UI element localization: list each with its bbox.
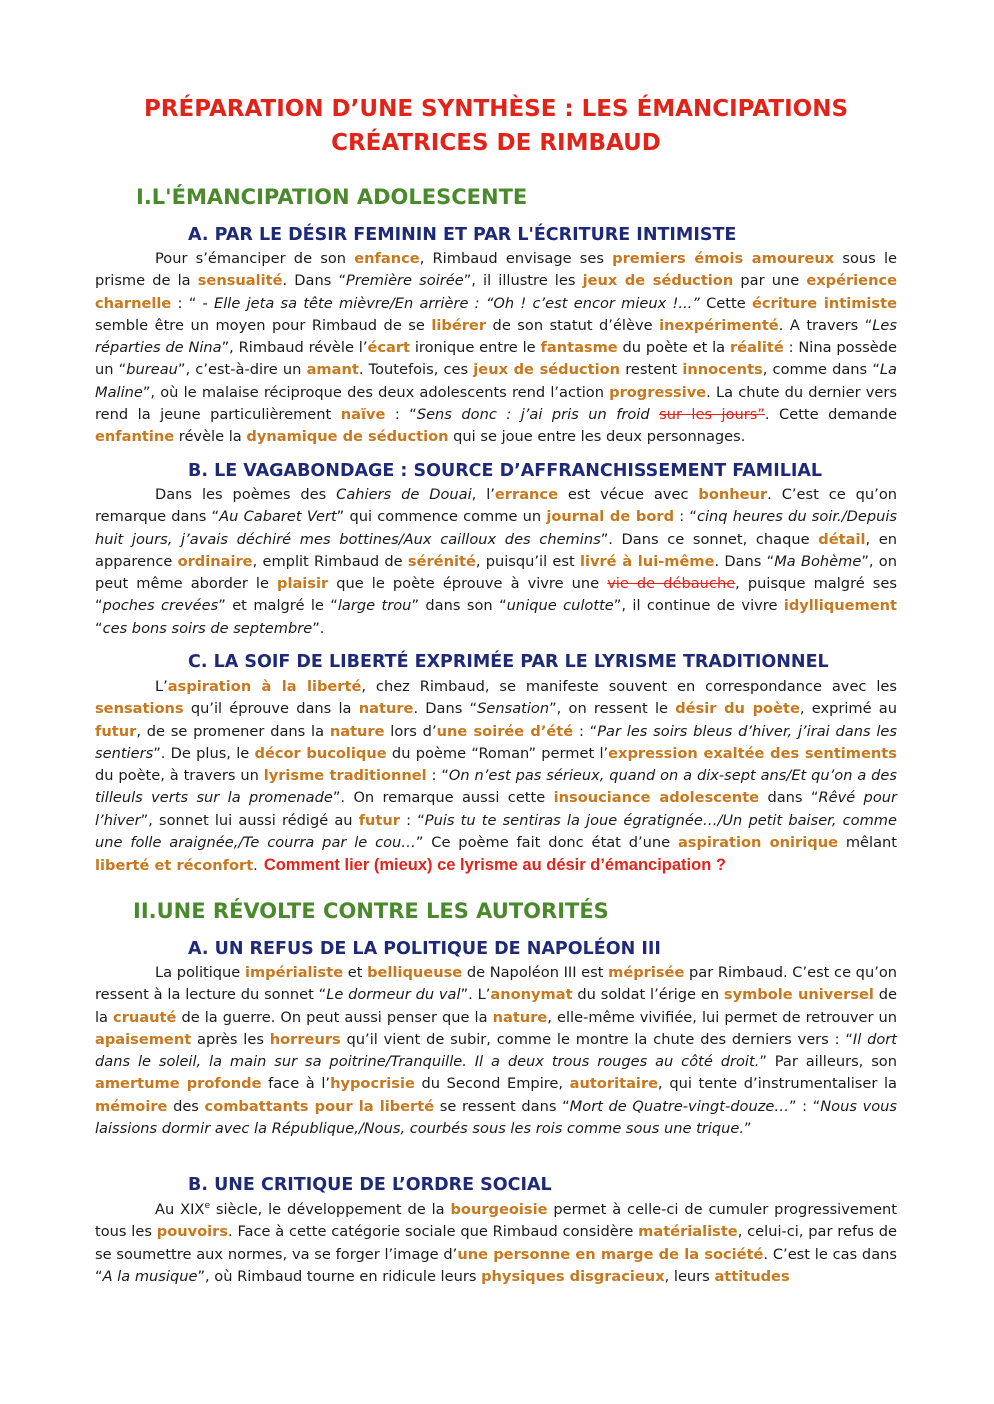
italic-quote: bureau xyxy=(126,361,178,379)
highlighted-keyword: sensualité xyxy=(197,272,283,290)
text-run: de la guerre. On peut aussi penser que la xyxy=(176,1008,493,1026)
text-run: , l’ xyxy=(471,486,495,503)
section-1c-paragraph xyxy=(95,676,897,878)
part-1-title: L'ÉMANCIPATION ADOLESCENTE xyxy=(151,185,528,209)
text-run: , celui-ci, par refus de se soumettre aux normes, va se forger l’image d’ xyxy=(95,1223,897,1263)
text-run: qui se joue entre les deux personnages. xyxy=(448,428,746,446)
section-1a-paragraph xyxy=(95,248,897,449)
text-run: . La chute du dernier vers rend la jeune particulièrement xyxy=(95,383,897,424)
text-run: lors d’ xyxy=(384,722,437,740)
text-run: et xyxy=(343,964,368,981)
text-run: ”, sonnet lui aussi rédigé au xyxy=(140,811,359,829)
text-run: : Nina possède un “ xyxy=(95,339,898,379)
text-run: dans “ xyxy=(759,789,819,807)
text-run: ”, on ressent le xyxy=(549,700,676,718)
text-run: ”, où Rimbaud tourne en ridicule leurs xyxy=(197,1267,482,1285)
text-run: , Rimbaud envisage ses xyxy=(419,250,613,267)
text-run: Dans les poèmes des xyxy=(155,486,337,503)
text-run: . Face à cette catégorie sociale que Rimbaud considère xyxy=(228,1223,639,1241)
italic-quote: La Maline xyxy=(95,361,897,401)
highlighted-keyword: impérialiste xyxy=(244,964,344,981)
highlighted-keyword: ordinaire xyxy=(177,552,253,570)
italic-quote: ces bons soirs de septembre xyxy=(102,619,313,637)
highlighted-keyword: hypocrisie xyxy=(330,1075,415,1093)
italic-quote: Ma Bohème xyxy=(774,552,862,570)
highlighted-keyword: détail xyxy=(818,530,866,548)
italic-quote: Les réparties de Nina xyxy=(95,316,897,357)
part-2-heading xyxy=(133,898,609,924)
italic-quote: large trou xyxy=(337,597,412,615)
text-run: : “ xyxy=(171,294,203,312)
highlighted-keyword: nature xyxy=(358,700,414,718)
highlighted-keyword: matérialiste xyxy=(638,1223,738,1241)
italic-quote: Le dormeur du val xyxy=(326,986,461,1004)
highlighted-keyword: naïve xyxy=(340,406,386,424)
text-run: se ressent dans “ xyxy=(434,1097,570,1115)
text-run: face à l’ xyxy=(261,1075,331,1093)
text-run: : “ xyxy=(674,508,697,526)
text-run: de Napoléon III est xyxy=(462,964,609,981)
text-run: ”. On remarque aussi cette xyxy=(332,789,554,807)
highlighted-keyword: futur xyxy=(95,722,137,740)
text-run: . Dans “ xyxy=(282,272,347,290)
text-run: , puisque malgré ses “ xyxy=(95,575,897,615)
text-run: ” Ce poème fait donc état d’une xyxy=(415,834,678,852)
text-run: du poète et la xyxy=(617,339,730,357)
text-run: ”, il illustre les xyxy=(463,272,583,290)
highlighted-keyword: errance xyxy=(494,486,558,503)
highlighted-keyword: dynamique de séduction xyxy=(246,428,449,446)
highlighted-keyword: jeux de séduction xyxy=(582,272,734,290)
section-2b-heading: B. UNE CRITIQUE DE L’ORDRE SOCIAL xyxy=(188,1175,552,1195)
struck-text: vie de débauche xyxy=(607,575,736,593)
highlighted-keyword: enfance xyxy=(354,250,420,267)
highlighted-keyword: horreurs xyxy=(269,1030,341,1048)
text-run: : “ xyxy=(573,722,598,740)
text-run: sous le prisme de la xyxy=(95,250,897,290)
text-run: , elle-même vivifiée, lui permet de retrouver un xyxy=(547,1008,897,1026)
text-run: , emplit Rimbaud de xyxy=(252,552,408,570)
highlighted-keyword: innocents xyxy=(682,361,763,379)
highlighted-keyword: amant xyxy=(306,361,359,379)
highlighted-keyword: jeux de séduction xyxy=(473,361,621,379)
highlighted-keyword: insouciance adolescente xyxy=(553,789,760,807)
text-run: ” dans son “ xyxy=(411,597,507,615)
highlighted-keyword: pouvoirs xyxy=(156,1223,229,1241)
title-line-2: CRÉATRICES DE RIMBAUD xyxy=(331,130,661,156)
text-run: du poète, à travers un xyxy=(95,767,264,785)
text-run: ”, où le malaise réciproque des deux adolescents rend l’action xyxy=(142,383,610,401)
highlighted-keyword: autoritaire xyxy=(569,1075,659,1093)
italic-quote: Première soirée xyxy=(346,272,464,290)
text-run: La politique xyxy=(155,964,245,981)
text-run: mêlant xyxy=(838,834,898,852)
text-run: du Second Empire, xyxy=(414,1075,570,1093)
margin-question-note: Comment lier (mieux) ce lyrisme au désir d’émancipation ? xyxy=(263,856,726,875)
highlighted-keyword: bonheur xyxy=(698,486,768,503)
text-run: . xyxy=(253,857,258,875)
text-run: ”, c’est-à-dire un xyxy=(177,361,307,379)
text-run: que le poète éprouve à vivre une xyxy=(328,575,608,593)
text-run: . Dans “ xyxy=(714,552,775,570)
text-run: de la xyxy=(95,986,898,1026)
part-2-title: UNE RÉVOLTE CONTRE LES AUTORITÉS xyxy=(156,899,609,923)
text-run: par une xyxy=(733,272,807,290)
highlighted-keyword: écriture intimiste xyxy=(751,294,897,312)
text-run: . Dans “ xyxy=(413,700,478,718)
italic-quote: - Elle jeta sa tête mièvre/En arrière : “Oh ! c’est encor mieux !...” xyxy=(202,294,700,312)
text-run: . Toutefois, ces xyxy=(358,361,474,379)
part-1-heading xyxy=(136,184,527,210)
highlighted-keyword: désir du poète xyxy=(675,700,800,718)
highlighted-keyword: liberté et réconfort xyxy=(95,857,254,875)
text-run: ” qui commence comme un xyxy=(336,508,547,526)
highlighted-keyword: expression exaltée des sentiments xyxy=(608,744,897,762)
text-run: . Cette demande xyxy=(764,406,897,424)
italic-quote: poches crevées xyxy=(102,597,219,615)
struck-text: sur les jours” xyxy=(659,406,765,424)
text-run: ” xyxy=(743,1120,752,1138)
text-run: Au XIX xyxy=(155,1201,205,1218)
highlighted-keyword: combattants pour la liberté xyxy=(204,1097,435,1115)
text-run: ”. Dans ce sonnet, chaque xyxy=(600,530,819,548)
highlighted-keyword: idylliquement xyxy=(783,597,898,615)
title-line-1: PRÉPARATION D’UNE SYNTHÈSE : LES ÉMANCIPATIONS xyxy=(143,96,849,122)
text-run: L’ xyxy=(155,678,168,695)
highlighted-keyword: progressive xyxy=(609,383,707,401)
text-run: , comme dans “ xyxy=(762,361,880,379)
text-run: Pour s’émanciper de son xyxy=(155,250,355,267)
text-run: restent xyxy=(620,361,683,379)
section-1b-heading: B. LE VAGABONDAGE : SOURCE D’AFFRANCHISSEMENT FAMILIAL xyxy=(188,461,823,481)
superscript: e xyxy=(204,1201,210,1212)
part-2-number: II. xyxy=(133,899,157,923)
text-run: après les xyxy=(191,1030,270,1048)
text-run: ”. De plus, le xyxy=(153,744,255,762)
highlighted-keyword: aspiration à la liberté xyxy=(167,678,362,695)
highlighted-keyword: une personne en marge de la société xyxy=(457,1245,764,1263)
highlighted-keyword: mémoire xyxy=(95,1097,168,1115)
section-2a-paragraph xyxy=(95,962,897,1140)
highlighted-keyword: enfantine xyxy=(95,428,175,446)
text-run: siècle, le développement de la xyxy=(209,1201,451,1218)
document-title xyxy=(95,92,897,160)
text-run: ”. L’ xyxy=(460,986,491,1004)
text-run: : “ xyxy=(400,811,425,829)
highlighted-keyword: décor bucolique xyxy=(254,744,387,762)
text-run: du soldat l’érige en xyxy=(572,986,724,1004)
text-run: permet à celle-ci de cumuler progressivement tous les xyxy=(95,1201,898,1241)
italic-quote: Nous vous laissions dormir avec la République,/Nous, courbés sous les rois comme sous une trique. xyxy=(95,1097,897,1138)
italic-quote: Par les soirs bleus d’hiver, j’irai dans les sentiers xyxy=(95,722,897,762)
italic-quote: Cahiers de Douai xyxy=(336,486,472,503)
text-run: . C’est le cas dans “ xyxy=(95,1245,897,1285)
highlighted-keyword: aspiration onirique xyxy=(677,834,838,852)
highlighted-keyword: expérience charnelle xyxy=(95,272,898,312)
text-run: , chez Rimbaud, se manifeste souvent en correspondance avec les xyxy=(361,678,897,695)
text-run: : “ xyxy=(385,406,417,424)
highlighted-keyword: nature xyxy=(492,1008,548,1026)
highlighted-keyword: journal de bord xyxy=(546,508,675,526)
text-run: . C’est ce qu’on remarque dans “ xyxy=(95,486,898,526)
text-run: “ xyxy=(95,619,103,637)
text-run: , de se promener dans la xyxy=(136,722,330,740)
highlighted-keyword: physiques disgracieux xyxy=(481,1267,665,1285)
highlighted-keyword: sensations xyxy=(95,700,184,718)
section-1a-heading: A. PAR LE DÉSIR FEMININ ET PAR L'ÉCRITURE INTIMISTE xyxy=(188,225,737,245)
section-2a-heading: A. UN REFUS DE LA POLITIQUE DE NAPOLÉON III xyxy=(188,939,661,959)
italic-quote: cinq heures du soir./Depuis huit jours, j’avais déchiré mes bottines/Aux cailloux des chemins xyxy=(95,508,897,548)
text-run: ”, il continue de vivre xyxy=(613,597,784,615)
section-1c-heading: C. LA SOIF DE LIBERTÉ EXPRIMÉE PAR LE LYRISME TRADITIONNEL xyxy=(188,652,829,672)
text-run: ”, Rimbaud révèle l’ xyxy=(221,339,368,357)
part-1-number: I. xyxy=(136,185,152,209)
highlighted-keyword: attitudes xyxy=(714,1267,790,1285)
highlighted-keyword: anonymat xyxy=(490,986,573,1004)
text-run: de son statut d’élève xyxy=(486,316,660,334)
highlighted-keyword: bourgeoisie xyxy=(450,1201,548,1218)
highlighted-keyword: futur xyxy=(358,811,400,829)
italic-quote: unique culotte xyxy=(506,597,614,615)
text-run: révèle la xyxy=(174,428,247,446)
text-run: , puisqu’il est xyxy=(475,552,580,570)
highlighted-keyword: inexpérimenté xyxy=(659,316,779,334)
section-1b-paragraph xyxy=(95,484,897,640)
highlighted-keyword: sérénité xyxy=(407,552,476,570)
highlighted-keyword: nature xyxy=(329,722,385,740)
text-run: par Rimbaud. C’est ce qu’on ressent à la lecture du sonnet “ xyxy=(95,964,898,1004)
highlighted-keyword: méprisée xyxy=(608,964,685,981)
text-run: qu’il vient de subir, comme le montre la chute des derniers vers : “ xyxy=(340,1030,853,1048)
highlighted-keyword: amertume profonde xyxy=(95,1075,262,1093)
text-run: du poème “Roman” permet l’ xyxy=(386,744,609,762)
highlighted-keyword: cruauté xyxy=(113,1008,177,1026)
text-run: , en apparence xyxy=(95,530,897,570)
highlighted-keyword: symbole universel xyxy=(723,986,874,1004)
text-run: , exprimé au xyxy=(799,700,898,718)
italic-quote: Mort de Quatre-vingt-douze… xyxy=(569,1097,789,1115)
text-run: Cette xyxy=(699,294,752,312)
highlighted-keyword: une soirée d’été xyxy=(436,722,574,740)
highlighted-keyword: lyrisme traditionnel xyxy=(263,767,427,785)
text-run: qu’il éprouve dans la xyxy=(183,700,359,718)
text-run: , qui tente d’instrumentaliser la xyxy=(658,1075,897,1093)
highlighted-keyword: libérer xyxy=(431,316,487,334)
text-run: ”. xyxy=(312,619,325,637)
italic-quote: Au Cabaret Vert xyxy=(219,508,337,526)
highlighted-keyword: fantasme xyxy=(540,339,618,357)
text-run: . A travers “ xyxy=(778,316,873,334)
text-run: semble être un moyen pour Rimbaud de se xyxy=(95,316,432,334)
highlighted-keyword: livré à lui-même xyxy=(579,552,715,570)
italic-quote: A la musique xyxy=(102,1267,198,1285)
highlighted-keyword: premiers émois amoureux xyxy=(612,250,835,267)
highlighted-keyword: plaisir xyxy=(277,575,329,593)
italic-quote: Puis tu te sentiras la joue égratignée…/Un petit baiser, comme une folle araignée,/Te courra par le cou… xyxy=(95,811,897,852)
italic-quote: Sens donc : j’ai pris un froid xyxy=(416,406,660,424)
highlighted-keyword: belliqueuse xyxy=(367,964,463,981)
text-run: est vécue avec xyxy=(557,486,699,503)
italic-quote: Rêvé pour l’hiver xyxy=(95,789,897,829)
text-run: ” Par ailleurs, son xyxy=(759,1053,897,1071)
section-2b-paragraph xyxy=(95,1199,897,1288)
text-run: , leurs xyxy=(664,1267,715,1285)
italic-quote: On n’est pas sérieux, quand on a dix-sept ans/Et qu’on a des tilleuls verts sur la promenade xyxy=(95,767,897,807)
text-run: ”, on peut même aborder le xyxy=(95,552,897,593)
text-run: : “ xyxy=(426,767,449,785)
highlighted-keyword: réalité xyxy=(729,339,784,357)
italic-quote: Sensation xyxy=(477,700,550,718)
text-run: ” : “ xyxy=(788,1097,821,1115)
highlighted-keyword: apaisement xyxy=(95,1030,192,1048)
text-run: des xyxy=(167,1097,205,1115)
text-run: ironique entre le xyxy=(410,339,541,357)
italic-quote: Il dort dans le soleil, la main sur sa poitrine/Tranquille. Il a deux trous rouges au côté droit. xyxy=(95,1030,897,1071)
text-run: ” et malgré le “ xyxy=(218,597,338,615)
highlighted-keyword: écart xyxy=(367,339,411,357)
